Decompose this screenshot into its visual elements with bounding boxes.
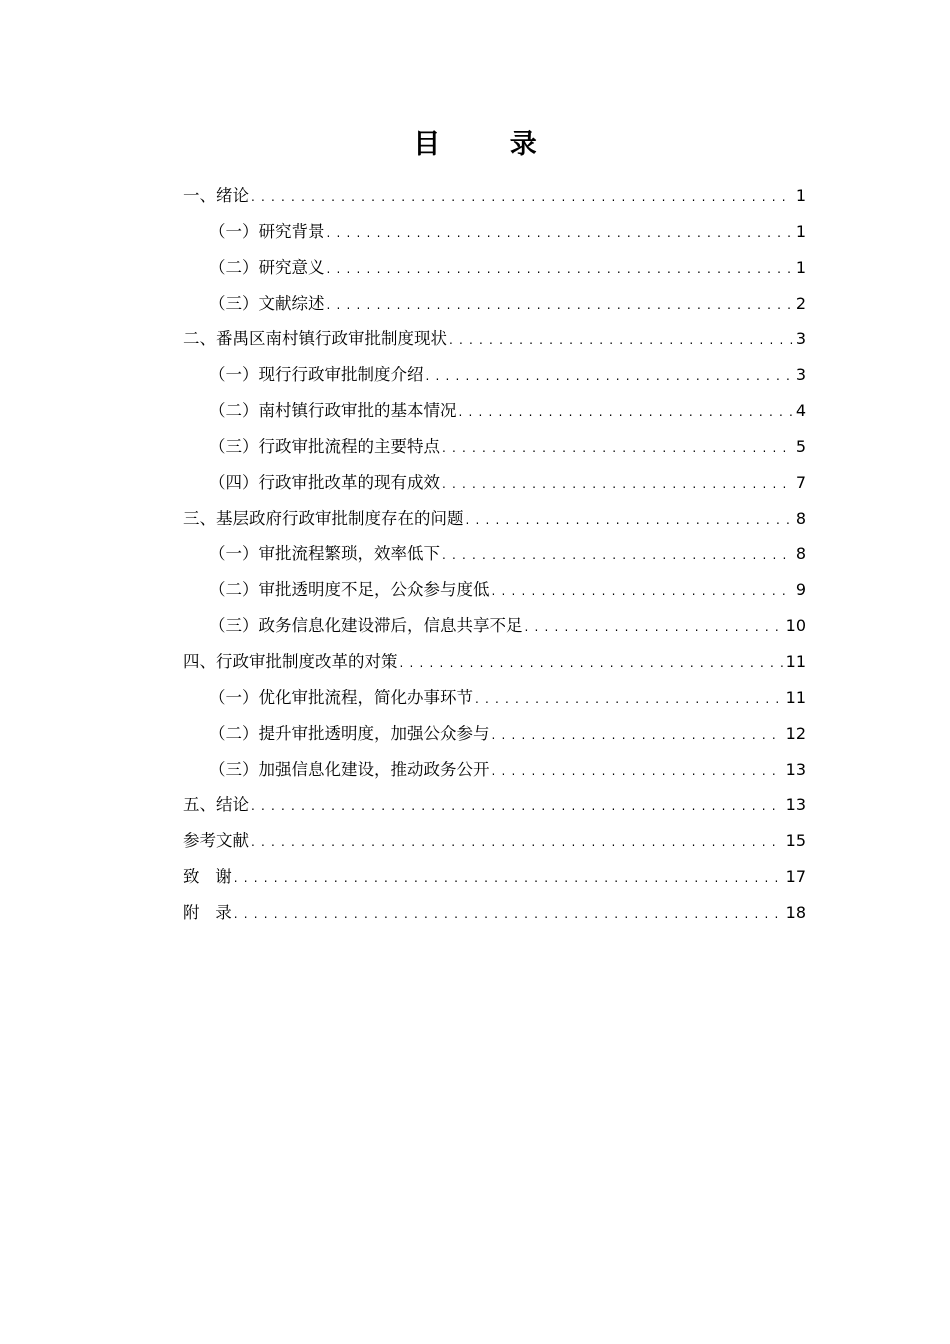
toc-entry-label: （二）提升审批透明度，加强公众参与 [209, 723, 490, 743]
toc-entry-label: （一）研究背景 [209, 221, 325, 241]
toc-entry-label: （三）文献综述 [209, 293, 325, 313]
toc-dot-leader [234, 897, 783, 933]
toc-entry-label: （二）南村镇行政审批的基本情况 [209, 401, 457, 421]
toc-entry[interactable] [183, 680, 806, 716]
toc-entry-page: 1 [795, 257, 806, 277]
toc-entry-label: （二）研究意义 [209, 257, 325, 277]
toc-entry-label: 四、行政审批制度改革的对策 [183, 651, 398, 671]
toc-dot-leader [492, 754, 783, 790]
toc-entry-label: （二）审批透明度不足，公众参与度低 [209, 580, 490, 600]
toc-dot-leader [442, 467, 793, 503]
toc-dot-leader [475, 682, 783, 718]
toc-entry-page: 18 [785, 902, 806, 922]
toc-entry-label: （一）现行行政审批制度介绍 [209, 365, 424, 385]
toc-entry-label: 致 谢 [183, 867, 232, 887]
toc-entry-label: 三、基层政府行政审批制度存在的问题 [183, 508, 464, 528]
toc-entry[interactable] [183, 214, 806, 250]
toc-entry-page: 2 [795, 293, 806, 313]
toc-dot-leader [251, 789, 783, 825]
toc-entry-page: 3 [795, 365, 806, 385]
toc-entry[interactable] [183, 572, 806, 608]
toc-entry-label: （三）加强信息化建设，推动政务公开 [209, 759, 490, 779]
toc-dot-leader [449, 323, 793, 359]
toc-dot-leader [400, 646, 783, 682]
toc-entry-label: 二、番禺区南村镇行政审批制度现状 [183, 329, 447, 349]
toc-entry[interactable] [183, 823, 806, 859]
toc-entry[interactable] [183, 357, 806, 393]
toc-entry[interactable] [183, 536, 806, 572]
toc-dot-leader [459, 395, 793, 431]
toc-entry-page: 1 [795, 221, 806, 241]
toc-dot-leader [251, 825, 783, 861]
toc-dot-leader [442, 538, 793, 574]
toc-dot-leader [251, 180, 793, 216]
toc-dot-leader [426, 359, 793, 395]
toc-dot-leader [492, 718, 783, 754]
toc-entry-page: 10 [785, 616, 806, 636]
toc-entry[interactable] [183, 250, 806, 286]
toc-entry[interactable] [183, 644, 806, 680]
toc-entry[interactable] [183, 787, 806, 823]
toc-entry[interactable] [183, 321, 806, 357]
toc-entry-page: 17 [785, 867, 806, 887]
toc-title: 目 录 [413, 129, 567, 160]
toc-entry-page: 13 [785, 795, 806, 815]
toc-entry[interactable] [183, 752, 806, 788]
toc-entry-page: 9 [795, 580, 806, 600]
toc-dot-leader [327, 288, 793, 324]
toc-entry-label: 参考文献 [183, 831, 249, 851]
toc-dot-leader [327, 216, 793, 252]
toc-list [183, 178, 806, 931]
toc-entry-label: （四）行政审批改革的现有成效 [209, 472, 440, 492]
toc-entry[interactable] [183, 501, 806, 537]
toc-entry-page: 7 [795, 472, 806, 492]
toc-entry[interactable] [183, 286, 806, 322]
toc-entry-page: 8 [795, 508, 806, 528]
toc-entry-label: （三）行政审批流程的主要特点 [209, 436, 440, 456]
toc-entry-label: 五、结论 [183, 795, 249, 815]
toc-dot-leader [442, 431, 793, 467]
toc-entry-page: 1 [795, 186, 806, 205]
toc-entry-page: 3 [795, 329, 806, 349]
toc-entry[interactable] [183, 859, 806, 895]
toc-entry-page: 8 [795, 544, 806, 564]
toc-entry-page: 15 [785, 831, 806, 851]
toc-dot-leader [327, 252, 793, 288]
toc-entry-page: 13 [785, 759, 806, 779]
toc-entry-label: 附 录 [183, 902, 232, 922]
toc-dot-leader [234, 861, 783, 897]
toc-entry[interactable] [183, 895, 806, 931]
toc-entry-label: 一、绪论 [183, 186, 249, 205]
toc-entry-label: （一）优化审批流程，简化办事环节 [209, 687, 473, 707]
toc-entry-label: （三）政务信息化建设滞后，信息共享不足 [209, 616, 523, 636]
toc-entry[interactable] [183, 393, 806, 429]
toc-dot-leader [525, 610, 783, 646]
toc-entry-page: 11 [785, 687, 806, 707]
toc-entry[interactable] [183, 716, 806, 752]
toc-dot-leader [466, 503, 793, 539]
toc-entry-label: （一）审批流程繁琐，效率低下 [209, 544, 440, 564]
toc-entry-page: 11 [785, 651, 806, 671]
toc-entry-page: 4 [795, 401, 806, 421]
toc-dot-leader [492, 574, 793, 610]
toc-entry[interactable] [183, 608, 806, 644]
toc-entry[interactable] [183, 465, 806, 501]
toc-entry-page: 12 [785, 723, 806, 743]
toc-entry-page: 5 [795, 436, 806, 456]
toc-entry[interactable] [183, 178, 806, 214]
toc-entry[interactable] [183, 429, 806, 465]
